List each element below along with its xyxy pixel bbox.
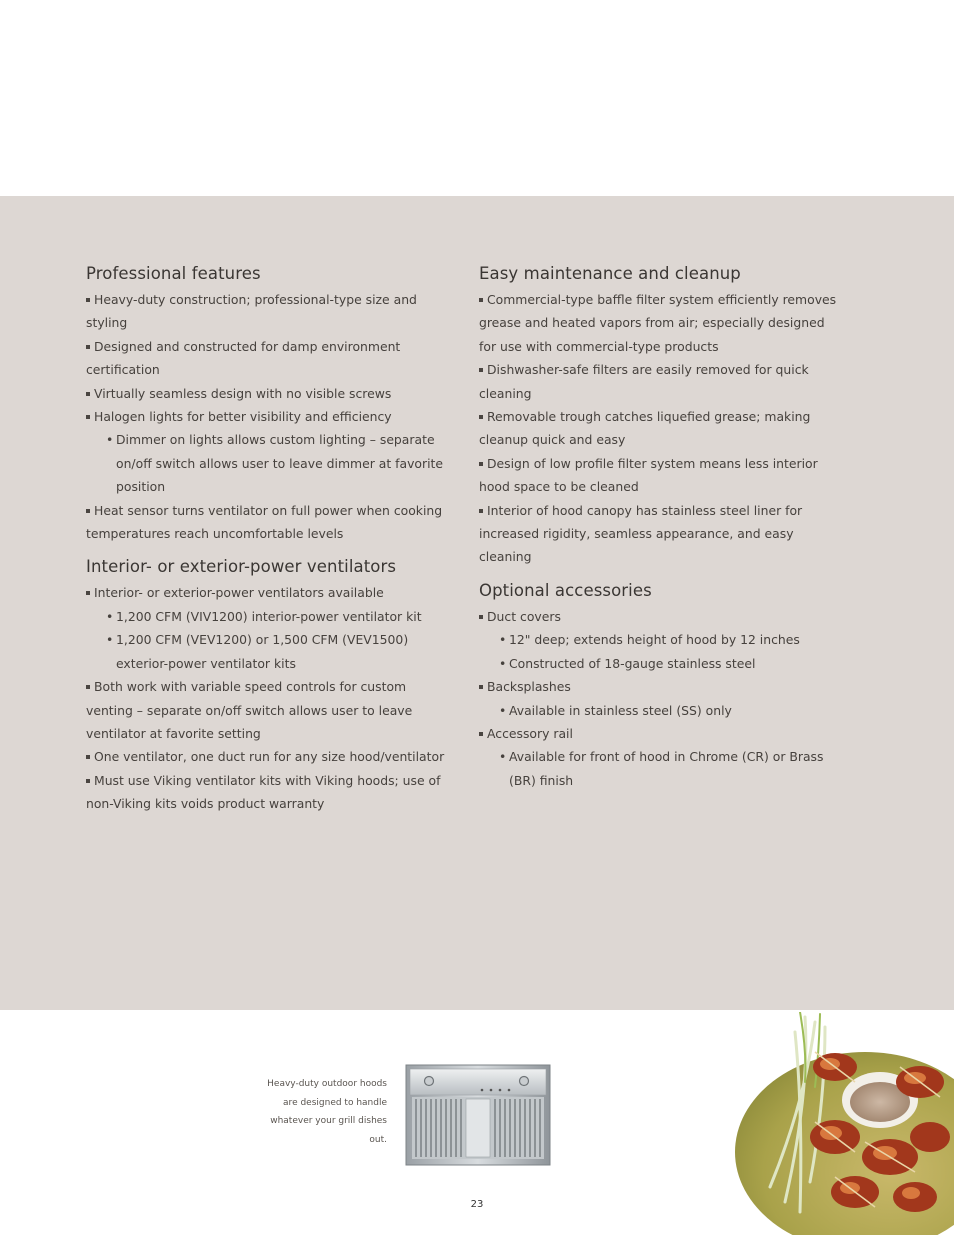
list-item: Duct covers	[479, 605, 839, 628]
list-item: Design of low profile filter system means less interior hood space to be cleaned	[479, 455, 818, 495]
square-bullet-icon	[86, 755, 90, 759]
square-bullet-icon	[479, 732, 483, 736]
list-item: Accessory rail	[479, 722, 839, 745]
list-item: Removable trough catches liquefied grease; making cleanup quick and easy	[479, 409, 811, 448]
square-bullet-icon	[479, 615, 483, 619]
sub-list-item: • 1,200 CFM (VIV1200) interior-power ventilator kit	[86, 605, 446, 628]
list-item: Dishwasher-safe filters are easily removed for quick cleaning	[479, 362, 809, 401]
list-item: Backsplashes	[479, 675, 839, 698]
square-bullet-icon	[479, 415, 483, 419]
section-heading: Interior- or exterior-power ventilators	[86, 557, 397, 577]
maintenance-section	[479, 262, 839, 569]
dot-bullet-icon: •	[106, 632, 114, 648]
dot-bullet-icon: •	[499, 749, 507, 765]
section-heading: Easy maintenance and cleanup	[479, 264, 741, 283]
hood-product-image	[400, 1057, 555, 1172]
list-item: Designed and constructed for damp environment certification	[86, 338, 401, 378]
list-item: Virtually seamless design with no visible screws	[86, 382, 446, 405]
food-image	[715, 1012, 954, 1235]
square-bullet-icon	[479, 462, 483, 466]
square-bullet-icon	[86, 685, 90, 689]
section-heading: Professional features	[86, 264, 261, 283]
square-bullet-icon	[86, 509, 90, 513]
section-heading: Optional accessories	[479, 580, 652, 600]
list-item: Heavy-duty construction; professional-type size and styling	[86, 292, 417, 331]
sub-list-item: • Available in stainless steel (SS) only	[479, 699, 839, 722]
professional-features-section	[86, 262, 446, 545]
right-column	[479, 262, 839, 792]
dot-bullet-icon: •	[499, 702, 507, 718]
dot-bullet-icon: •	[499, 632, 507, 648]
square-bullet-icon	[86, 298, 90, 302]
list-item: Halogen lights for better visibility and efficiency	[86, 405, 446, 428]
square-bullet-icon	[86, 415, 90, 419]
square-bullet-icon	[479, 298, 483, 302]
sub-list-item: • Constructed of 18-gauge stainless steel	[479, 652, 839, 675]
list-item: Heat sensor turns ventilator on full power when cooking temperatures reach uncomfortable levels	[86, 502, 443, 542]
list-item: Must use Viking ventilator kits with Viking hoods; use of non-Viking kits voids product warranty	[86, 772, 441, 812]
dot-bullet-icon: •	[106, 608, 114, 624]
square-bullet-icon	[86, 591, 90, 595]
list-item: One ventilator, one duct run for any size hood/ventilator	[86, 745, 446, 768]
square-bullet-icon	[479, 368, 483, 372]
square-bullet-icon	[86, 392, 90, 396]
sub-list-item: • Dimmer on lights allows custom lighting – separate on/off switch allows user to leave dimmer at favorite position	[86, 428, 446, 498]
square-bullet-icon	[479, 509, 483, 513]
sub-list-item: • 1,200 CFM (VEV1200) or 1,500 CFM (VEV1500) exterior-power ventilator kits	[86, 628, 446, 675]
dot-bullet-icon: •	[499, 655, 507, 671]
square-bullet-icon	[86, 345, 90, 349]
list-item: Interior of hood canopy has stainless steel liner for increased rigidity, seamless appearance, and easy cleaning	[479, 502, 803, 565]
list-item: Interior- or exterior-power ventilators available	[86, 581, 446, 604]
page-number: 23	[470, 1199, 484, 1210]
list-item: Both work with variable speed controls for custom venting – separate on/off switch allows user to leave ventilator at favorite setting	[86, 679, 413, 741]
square-bullet-icon	[479, 685, 483, 689]
sub-list-item: • 12" deep; extends height of hood by 12 inches	[479, 628, 839, 651]
square-bullet-icon	[86, 779, 90, 783]
list-item: Commercial-type baffle filter system efficiently removes grease and heated vapors from air; especially designed for use with commercial-type products	[479, 292, 837, 354]
photo-caption: Heavy-duty outdoor hoods are designed to handle whatever your grill dishes out.	[267, 1079, 387, 1145]
left-column	[86, 262, 446, 816]
dot-bullet-icon: •	[106, 432, 114, 448]
accessories-section	[479, 579, 839, 792]
ventilators-section	[86, 555, 446, 815]
sub-list-item: • Available for front of hood in Chrome (CR) or Brass (BR) finish	[479, 745, 839, 792]
